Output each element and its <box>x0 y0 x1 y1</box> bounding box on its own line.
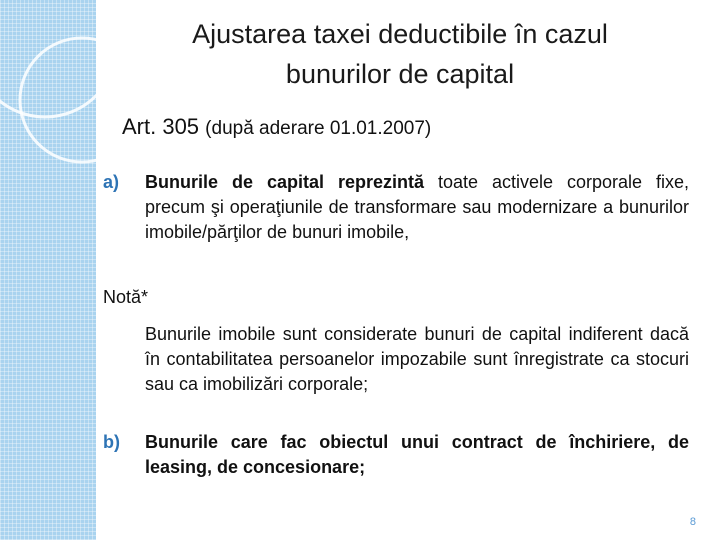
slide-title-line-1: Ajustarea taxei deductibile în cazul <box>192 19 608 49</box>
list-marker-b: b) <box>103 432 120 452</box>
article-heading <box>122 114 431 140</box>
list-item-a <box>103 170 689 245</box>
list-item-b-text: Bunurile care fac obiectul unui contract de închiriere, de leasing, de concesionare; <box>145 432 689 477</box>
note-label: Notă* <box>103 287 149 307</box>
article-note: (după aderare 01.01.2007) <box>205 118 432 139</box>
article-label: Art. 305 <box>122 114 200 139</box>
slide-number: 8 <box>689 516 696 528</box>
list-item-a-text <box>145 170 689 245</box>
list-item-b <box>103 430 689 480</box>
list-item-a-bold-text: Bunurile de capital reprezintă <box>145 172 424 192</box>
list-marker-a: a) <box>103 172 120 192</box>
list-item-a-body-text: toate activele corporale fixe, precum şi operaţiunile de transformare sau modernizare a bunurilor imobile/părţilor de bunuri imobile, <box>145 172 689 242</box>
slide-title-line-2: bunurilor de capital <box>285 59 515 89</box>
note-text: Bunurile imobile sunt considerate bunuri de capital indiferent dacă în contabilitatea persoanelor impozabile sunt înregistrate ca stocuri sau ca imobilizări corporale; <box>145 324 689 394</box>
slide-title <box>120 14 680 94</box>
